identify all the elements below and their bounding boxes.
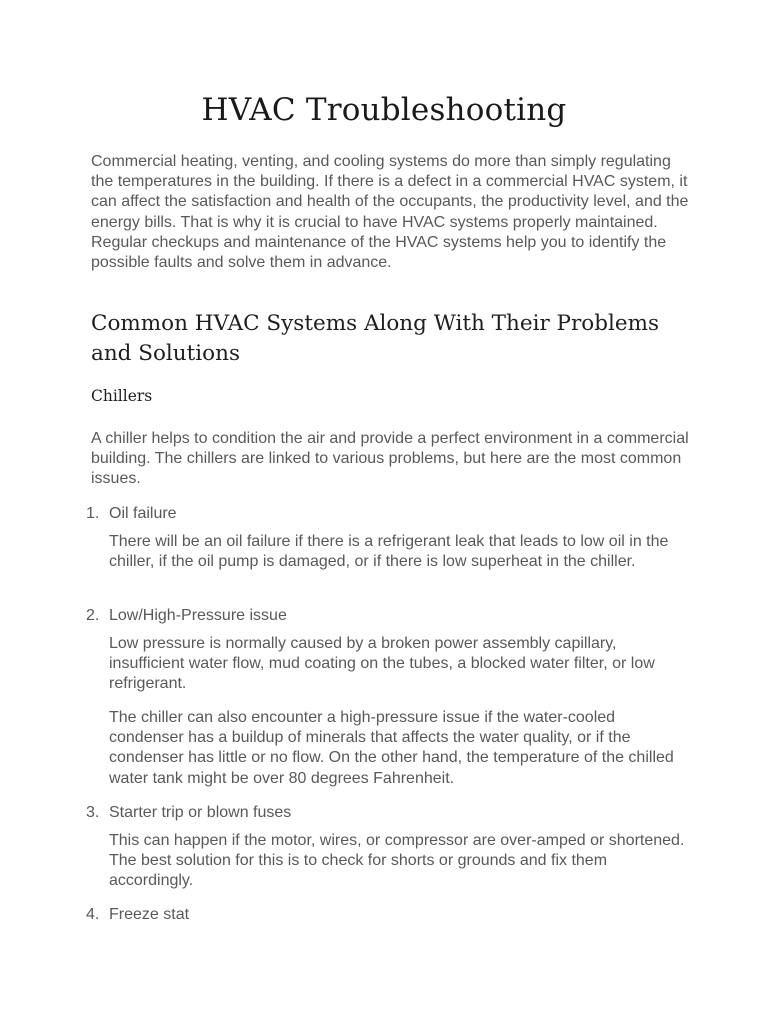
list-item-number: 4. [86,906,100,923]
list-item-number: 2. [86,607,100,624]
list-item-paragraph: Low pressure is normally caused by a broken power assembly capillary, insufficient water flow, mud coating on the tubes, a blocked water filter, or low refrigerant. [109,635,655,693]
chillers-intro-paragraph: A chiller helps to condition the air and provide a perfect environment in a commercial building. The chillers are linked to various problems, but here are the most common issues. [91,430,689,488]
list-item-number: 1. [86,505,100,522]
document-title: HVAC Troubleshooting [201,92,567,128]
list-item-paragraph: The chiller can also encounter a high-pressure issue if the water-cooled condenser has a buildup of minerals that affects the water quality, or if the condenser has little or no flow. On the other hand, the temperature of the chilled water tank might be over 80 degrees Fahrenheit. [109,709,674,787]
list-item-title: Starter trip or blown fuses [109,804,292,821]
list-item-title: Freeze stat [109,906,190,923]
list-item-title: Low/High-Pressure issue [109,607,287,624]
list-item-title: Oil failure [109,505,177,522]
list-item-paragraph: There will be an oil failure if there is a refrigerant leak that leads to low oil in the chiller, if the oil pump is damaged, or if there is low superheat in the chiller. [109,533,669,571]
subsection-heading-chillers: Chillers [91,387,153,405]
list-item-number: 3. [86,804,100,821]
section-heading: Common HVAC Systems Along With Their Problems and Solutions [91,311,660,366]
list-item-paragraph: This can happen if the motor, wires, or compressor are over-amped or shortened. The best solution for this is to check for shorts or grounds and fix them accordingly. [109,832,685,890]
intro-paragraph: Commercial heating, venting, and cooling systems do more than simply regulating the temperatures in the building. If there is a defect in a commercial HVAC system, it can affect the satisfaction and health of the occupants, the productivity level, and the energy bills. That is why it is crucial to have HVAC systems properly maintained. Regular checkups and maintenance of the HVAC systems help you to identify the possible faults and solve them in advance. [91,153,689,272]
